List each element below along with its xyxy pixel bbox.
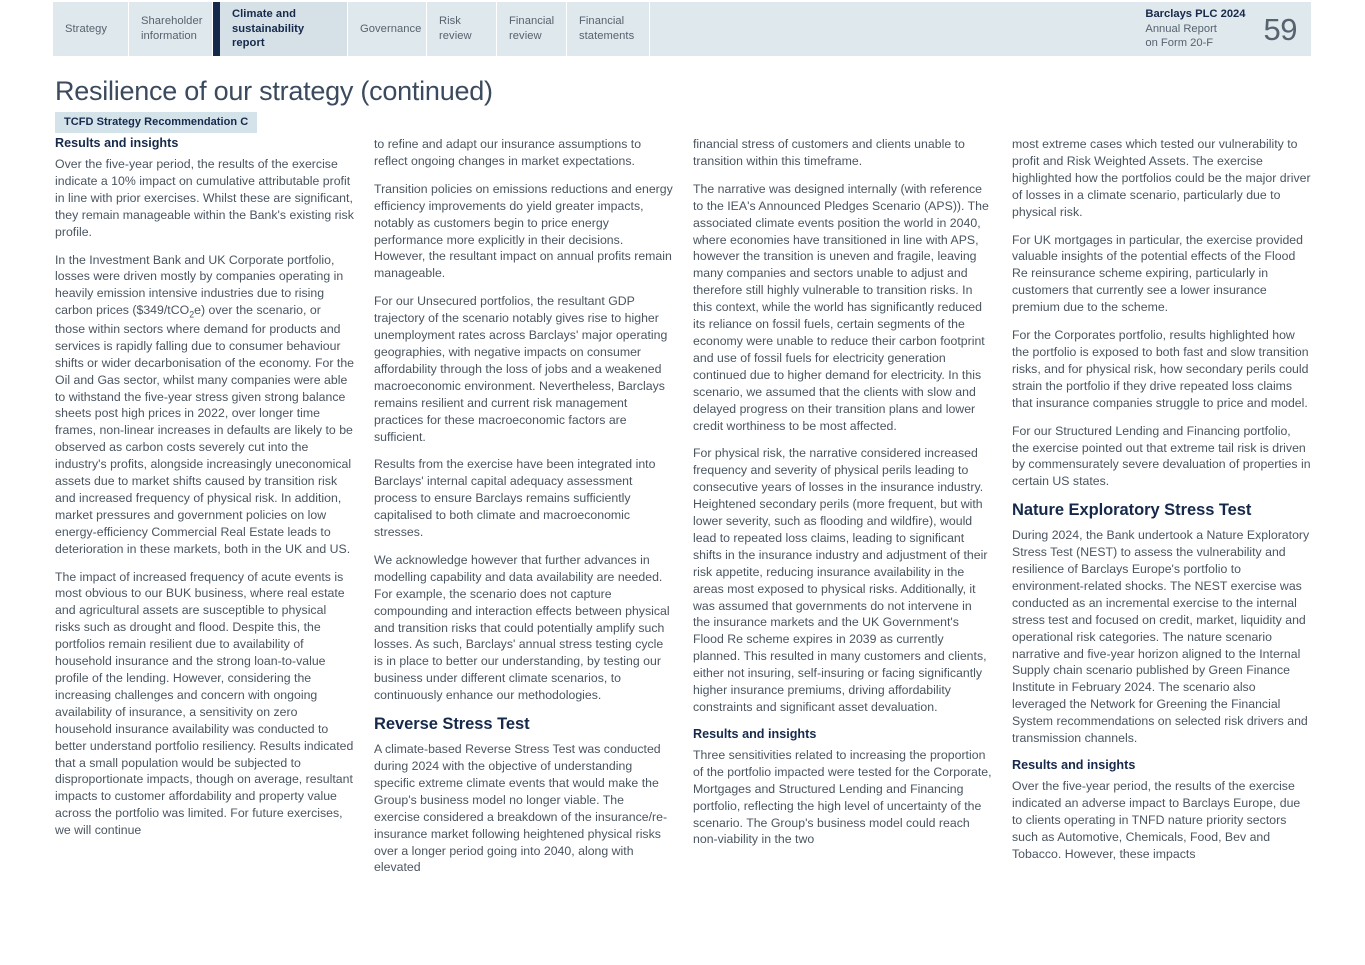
tab-label: [509, 14, 554, 44]
body-paragraph: Three sensitivities related to increasing the proportion of the portfolio impacted were tested for the Corporate, Mortgages and Structured Lending and Financing portfolio, reflecting the high level of uncertainty of the scenario. The Group's business model could reach non-viability in the two: [693, 747, 992, 847]
body-paragraph: A climate-based Reverse Stress Test was conducted during 2024 with the objective of understanding specific extreme climate events that would make the Group's business model no longer viable. The exercise considered a breakdown of the insurance/re-insurance market following heightened physical risks over a longer period going into 2040, along with elevated: [374, 742, 668, 875]
subsection-heading: Results and insights: [693, 726, 817, 741]
body-paragraph: The narrative was designed internally (with reference to the IEA's Announced Pledges Scenario (APS)). The associated climate events position the world in 2040, where economies have transitioned in line with APS, however the transition is uneven and fragile, leaving many companies and sectors unable to adjust and therefore still highly vulnerable to transition risks. In this context, while the world has significantly reduced its reliance on fossil fuels, certain segments of the economy were unable to reduce their carbon footprint and use of fossil fuels for electricity generation continued due to higher demand for electricity. In this scenario, we assumed that the clients with slow and delayed progress on their transition plans and lower credit worthiness to be most affected.: [693, 181, 989, 433]
tab-label: [439, 14, 472, 44]
text-column-1: [55, 136, 354, 887]
tab-risk-review[interactable]: [427, 2, 497, 56]
tab-label: [579, 14, 634, 44]
text-column-4: [1012, 136, 1311, 887]
body-paragraph: financial stress of customers and clients unable to transition within this timeframe.: [693, 137, 965, 168]
page-header-band: [53, 2, 1311, 56]
tab-label-line: review: [509, 30, 542, 42]
tab-financial-review[interactable]: [497, 2, 567, 56]
report-meta: [1145, 7, 1245, 52]
body-paragraph: For our Structured Lending and Financing portfolio, the exercise pointed out that extreme tail risk is driven by commensurately severe devaluation of properties in certain US states.: [1012, 423, 1311, 489]
tab-label-line: Financial: [579, 15, 625, 28]
section-tabs: [53, 2, 650, 56]
article-columns: [55, 136, 1311, 887]
tab-label: [65, 22, 107, 37]
tab-governance[interactable]: [348, 2, 427, 56]
page-title: Resilience of our strategy (continued): [55, 76, 493, 107]
tab-label-line: review: [439, 30, 472, 42]
body-paragraph: Over the five-year period, the results of the exercise indicated an adverse impact to Barclays Europe, due to clients operating in TNFD nature priority sectors such as Automotive, Chemicals, Food, Bev and Tobacco. However, these impacts: [1012, 779, 1301, 861]
tab-shareholder-information[interactable]: [129, 2, 213, 56]
report-subtitle-line1: Annual Report: [1145, 22, 1217, 35]
tab-strategy[interactable]: [53, 2, 129, 56]
body-paragraph: most extreme cases which tested our vulnerability to profit and Risk Weighted Assets. The exercise highlighted how the portfolios could be the major driver of losses in a climate scenario, particularly due to physical risk.: [1012, 137, 1311, 219]
section-heading: Reverse Stress Test: [374, 715, 530, 734]
tab-label: [360, 22, 421, 37]
tab-label-line: Risk: [439, 15, 461, 28]
tab-financial-statements[interactable]: [567, 2, 650, 56]
text-column-2: [374, 136, 673, 887]
tab-label-line: statements: [579, 30, 635, 42]
subsection-heading: Results and insights: [1012, 758, 1136, 772]
report-subtitle-line2: on Form 20-F: [1145, 37, 1214, 50]
text-column-3: [693, 136, 992, 887]
subscript: 2: [189, 309, 195, 320]
body-paragraph: Results from the exercise have been integrated into Barclays' internal capital adequacy assessment process to ensure Barclays remains sufficiently capitalised to both climate and macroeconomic stresses.: [374, 457, 656, 540]
body-paragraph: For our Unsecured portfolios, the resultant GDP trajectory of the scenario notably gives rise to higher unemployment rates across Barclays' major operating geographies, with negative impacts on consumer affordability through the loss of jobs and a weakened macroeconomic environment. Nevertheless, Barclays remains resilient and current risk management practices for these macroeconomic factors are sufficient.: [374, 294, 668, 444]
body-paragraph: Transition policies on emissions reductions and energy efficiency improvements do yield greater impacts, notably as customers begin to price energy performance more explicitly in their decisions. However, the resultant impact on annual profits remain manageable.: [374, 181, 673, 281]
section-heading: Nature Exploratory Stress Test: [1012, 501, 1252, 520]
tab-label-line: Strategy: [65, 22, 108, 35]
page-number: 59: [1263, 11, 1297, 47]
tab-label-line: sustainability report: [232, 22, 305, 50]
body-paragraph: to refine and adapt our insurance assumptions to reflect ongoing changes in market expectations.: [374, 137, 642, 168]
body-paragraph: The impact of increased frequency of acute events is most obvious to our BUK business, where real estate and agricultural assets are susceptible to physical risks such as drought and flood. Despite this, the portfolios remain resilient due to availability of household insurance and the strong loan-to-value profile of the lending. However, considering the increasing challenges and concern with ongoing availability of insurance, a sensitivity on zero household insurance availability was conducted to better understand portfolio resiliency. Results indicated that a small population would be subjected to disproportionate impacts, though on average, resultant impacts to customer affordability and property value across the portfolio was limited. For future exercises, we will continue: [55, 569, 354, 838]
tab-label-line: information: [141, 30, 197, 42]
tcfd-recommendation-badge: TCFD Strategy Recommendation C: [55, 112, 257, 133]
tab-label-line: Climate and: [232, 7, 296, 20]
body-paragraph: During 2024, the Bank undertook a Nature Exploratory Stress Test (NEST) to assess the vulnerability and resilience of Barclays Europe's portfolio to environment-related shocks. The NEST exercise was conducted as an incremental exercise to the internal stress test and focused on credit, market, liquidity and operational risk categories. The nature scenario narrative and five-year horizon aligned to the Internal Supply chain scenario published by Green Finance Institute in February 2024. The scenario also leveraged the Network for Greening the Financial System recommendations on selected risk drivers and transmission channels.: [1012, 528, 1310, 746]
tab-climate-and-sustainability-report[interactable]: [213, 2, 348, 56]
body-paragraph: Over the five-year period, the results of the exercise indicate a 10% impact on cumulative attributable profit in line with prior exercises. Whilst these are significant, they remain manageable within the Bank's existing risk profile.: [55, 157, 354, 239]
header-report-identity: [1145, 2, 1311, 56]
body-paragraph: For the Corporates portfolio, results highlighted how the portfolio is exposed to both fast and slow transition risks, and for physical risk, how secondary perils could strain the portfolio if they drive repeated loss claims that insurance companies struggle to price and model.: [1012, 328, 1309, 410]
tab-label-line: Shareholder: [141, 15, 203, 28]
body-paragraph: In the Investment Bank and UK Corporate portfolio, losses were driven mostly by companies operating in heavily emission intensive industries due to rising carbon prices ($349/tCO$_2$e) over the scenario, or those within sectors where demand for products and services is rapidly falling due to consumer behaviour shifts or wider decarbonisation of the economy. For the Oil and Gas sector, whilst many companies were able to withstand the five-year stress given strong balance sheets post high prices in 2022, over longer time frames, non-linear increases in defaults are likely to be observed as carbon costs severely cut into the industry's profits, alongside increasingly uneconomical assets due to market shifts caused by transition risk and increased frequency of physical risk. In addition, market pressures and government policies on low energy-efficiency Commercial Real Estate leads to deterioration in these markets, both in the UK and US.: [55, 252, 355, 556]
tab-label-line: Financial: [509, 15, 555, 28]
tab-label: [141, 14, 203, 44]
body-paragraph: We acknowledge however that further advances in modelling capability and data availability are needed. For example, the scenario does not capture compounding and interaction effects between physical and transition risks that could potentially amplify such losses. As such, Barclays' annual stress testing cycle is in place to better our understanding, by testing our business under different climate scenarios, to continuously enhance our methodologies.: [374, 552, 670, 703]
tab-label: [232, 7, 337, 51]
tab-label-line: Governance: [360, 22, 422, 35]
body-paragraph: For physical risk, the narrative considered increased frequency and severity of physical perils leading to consecutive years of losses in the insurance industry. Heightened secondary perils (more frequent, but with lower severity, such as flooding and wildfire), would lead to repeated loss claims, leading to significant shifts in the insurance industry and adjustment of their risk appetite, reducing insurance availability in the areas most exposed to physical risks. Additionally, it was assumed that governments do not intervene in the insurance markets and the UK Government's Flood Re scheme expires in 2039 as currently planned. This resulted in many customers and clients, either not insuring, self-insuring or facing significantly higher insurance premiums, driving affordability constraints and significant asset devaluation.: [693, 446, 988, 714]
subsection-heading: Results and insights: [55, 136, 179, 150]
report-title: Barclays PLC 2024: [1145, 7, 1246, 20]
body-paragraph: For UK mortgages in particular, the exercise provided valuable insights of the potential effects of the Flood Re reinsurance scheme expiring, particularly in customers that currently see a lower insurance premium due to the scheme.: [1012, 232, 1304, 315]
